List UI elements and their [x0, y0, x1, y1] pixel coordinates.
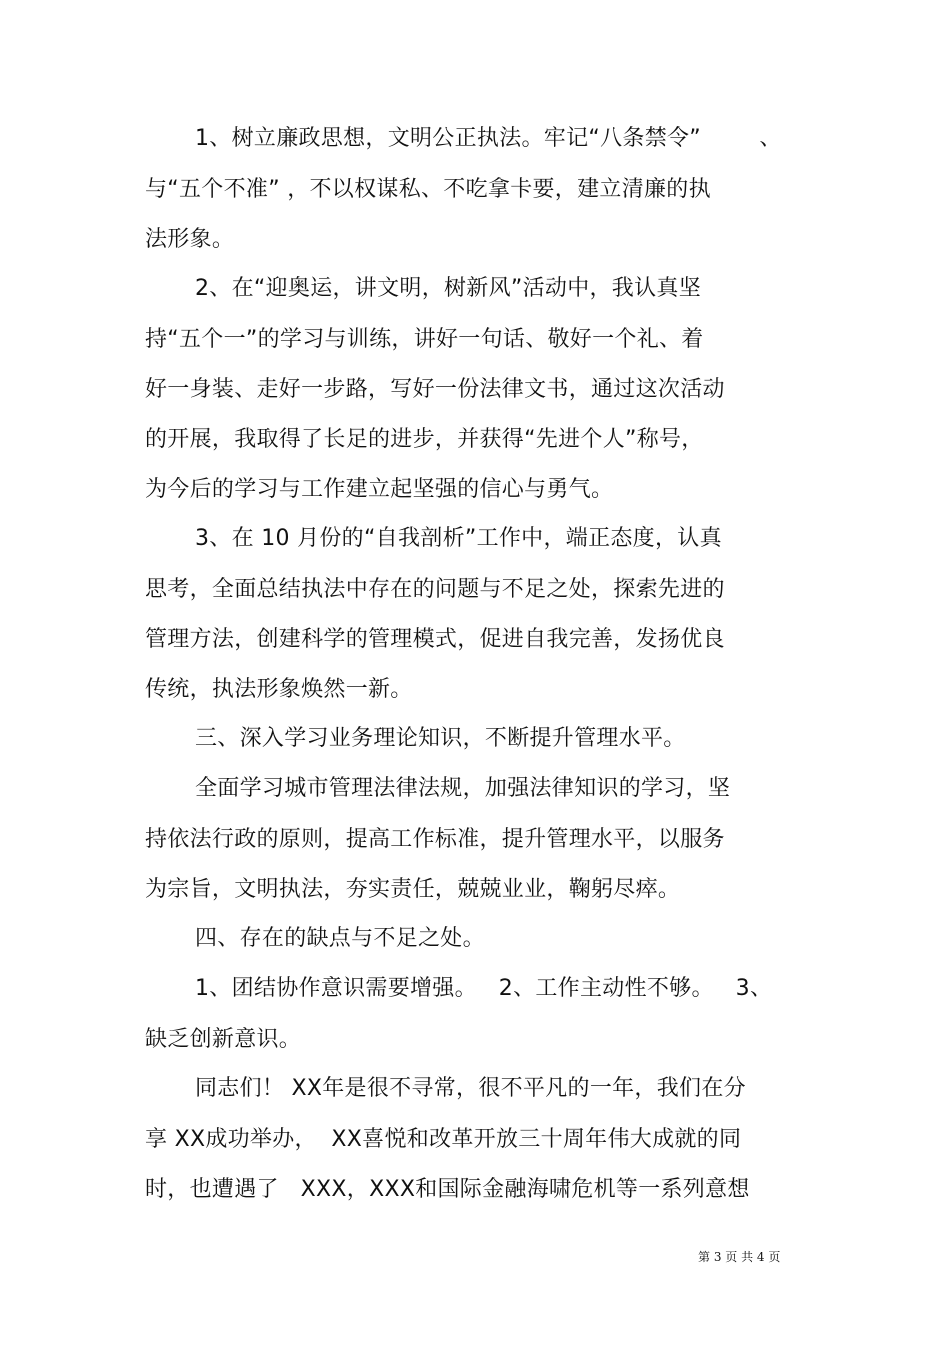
- paragraph-5-line-2: 缺乏创新意识。: [145, 1027, 302, 1052]
- paragraph-2-line-4: 的开展，我取得了长足的进步，并获得“先进个人”称号，: [145, 427, 704, 452]
- paragraph-3-line-4: 传统，执法形象焕然一新。: [145, 677, 413, 702]
- paragraph-3-line-2: 思考，全面总结执法中存在的问题与不足之处，探索先进的: [145, 577, 725, 602]
- paragraph-2-line-1: 2、在“迎奥运，讲文明，树新风”活动中，我认真坚: [195, 276, 701, 301]
- paragraph-4-line-2: 持依法行政的原则，提高工作标准，提升管理水平，以服务: [145, 827, 725, 852]
- paragraph-3-line-1: 3、在 10 月份的“自我剖析”工作中，端正态度，认真: [195, 526, 722, 551]
- page-number-footer: 第 3 页 共 4 页: [698, 1250, 781, 1264]
- paragraph-2-line-5: 为今后的学习与工作建立起坚强的信心与勇气。: [145, 477, 614, 502]
- paragraph-1-line-1: 1、树立廉政思想，文明公正执法。牢记“八条禁令” 、: [195, 126, 782, 151]
- paragraph-4-line-1: 全面学习城市管理法律法规，加强法律知识的学习，坚: [195, 776, 731, 801]
- paragraph-4-line-3: 为宗旨，文明执法，夯实责任，兢兢业业，鞠躬尽瘁。: [145, 877, 681, 902]
- section-heading-4: 四、存在的缺点与不足之处。: [195, 926, 485, 951]
- paragraph-3-line-3: 管理方法，创建科学的管理模式，促进自我完善，发扬优良: [145, 627, 725, 652]
- paragraph-1-line-2: 与“五个不准” ，不以权谋私、不吃拿卡要，建立清廉的执: [145, 177, 711, 202]
- paragraph-6-line-1: 同志们！ XX年是很不寻常，很不平凡的一年，我们在分: [195, 1076, 746, 1101]
- paragraph-2-line-3: 好一身装、走好一步路，写好一份法律文书，通过这次活动: [145, 377, 725, 402]
- section-heading-3: 三、深入学习业务理论知识，不断提升管理水平。: [195, 726, 686, 751]
- paragraph-1-line-3: 法形象。: [145, 227, 235, 252]
- paragraph-6-line-2: 享 XX成功举办， XX喜悦和改革开放三十周年伟大成就的同: [145, 1127, 742, 1152]
- paragraph-6-line-3: 时，也遭遇了 XXX，XXX和国际金融海啸危机等一系列意想: [145, 1177, 750, 1202]
- paragraph-5-line-1: 1、团结协作意识需要增强。 2、工作主动性不够。 3、: [195, 976, 773, 1001]
- paragraph-2-line-2: 持“五个一”的学习与训练，讲好一句话、敬好一个礼、着: [145, 327, 704, 352]
